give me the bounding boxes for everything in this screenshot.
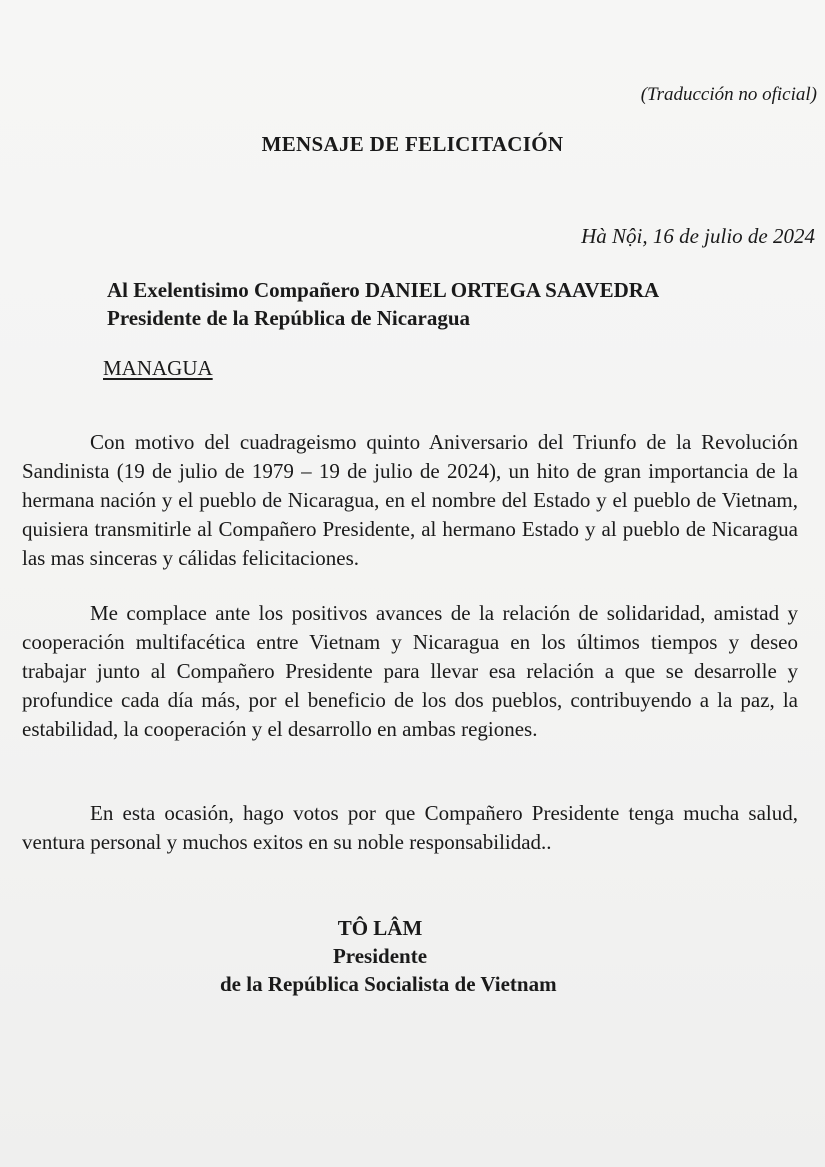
page-title: MENSAJE DE FELICITACIÓN (261, 132, 564, 156)
translation-note: (Traducción no oficial) (640, 84, 817, 105)
body-paragraph-2: Me complace ante los positivos avances de la relación de solidaridad, amistad y cooperación multifacética entre Vietnam y Nicaragua en los últimos tiempos y deseo trabajar junto al Compañero Presidente para llevar esa relación a que se desarrolle y profundice cada día más, por el beneficio de los dos pueblos, contribuyendo a la paz, la estabilidad, la cooperación y el desarrollo en ambas regiones. (22, 601, 798, 741)
signer-country: de la República Socialista de Vietnam (220, 972, 557, 996)
body-paragraph-3: En esta ocasión, hago votos por que Compañero Presidente tenga mucha salud, ventura personal y muchos exitos en su noble responsabilidad.. (22, 801, 798, 854)
date-line: Hà Nội, 16 de julio de 2024 (581, 224, 815, 248)
body-paragraph-1: Con motivo del cuadrageismo quinto Aniversario del Triunfo de la Revolución Sandinista (19 de julio de 1979 – 19 de julio de 2024), un hito de gran importancia de la hermana nación y el pueblo de Nicaragua, en el nombre del Estado y el pueblo de Vietnam, quisiera transmitirle al Compañero Presidente, al hermano Estado y al pueblo de Nicaragua las mas sinceras y cálidas felicitaciones. (22, 430, 798, 570)
recipient-name: Al Exelentisimo Compañero DANIEL ORTEGA SAAVEDRA (107, 278, 660, 302)
recipient-block (107, 276, 659, 332)
signer-title: Presidente (332, 944, 428, 968)
signer-name: TÔ LÂM (337, 916, 423, 940)
recipient-title: Presidente de la República de Nicaragua (107, 306, 471, 330)
signature-block (220, 914, 557, 998)
recipient-city: MANAGUA (103, 356, 213, 380)
